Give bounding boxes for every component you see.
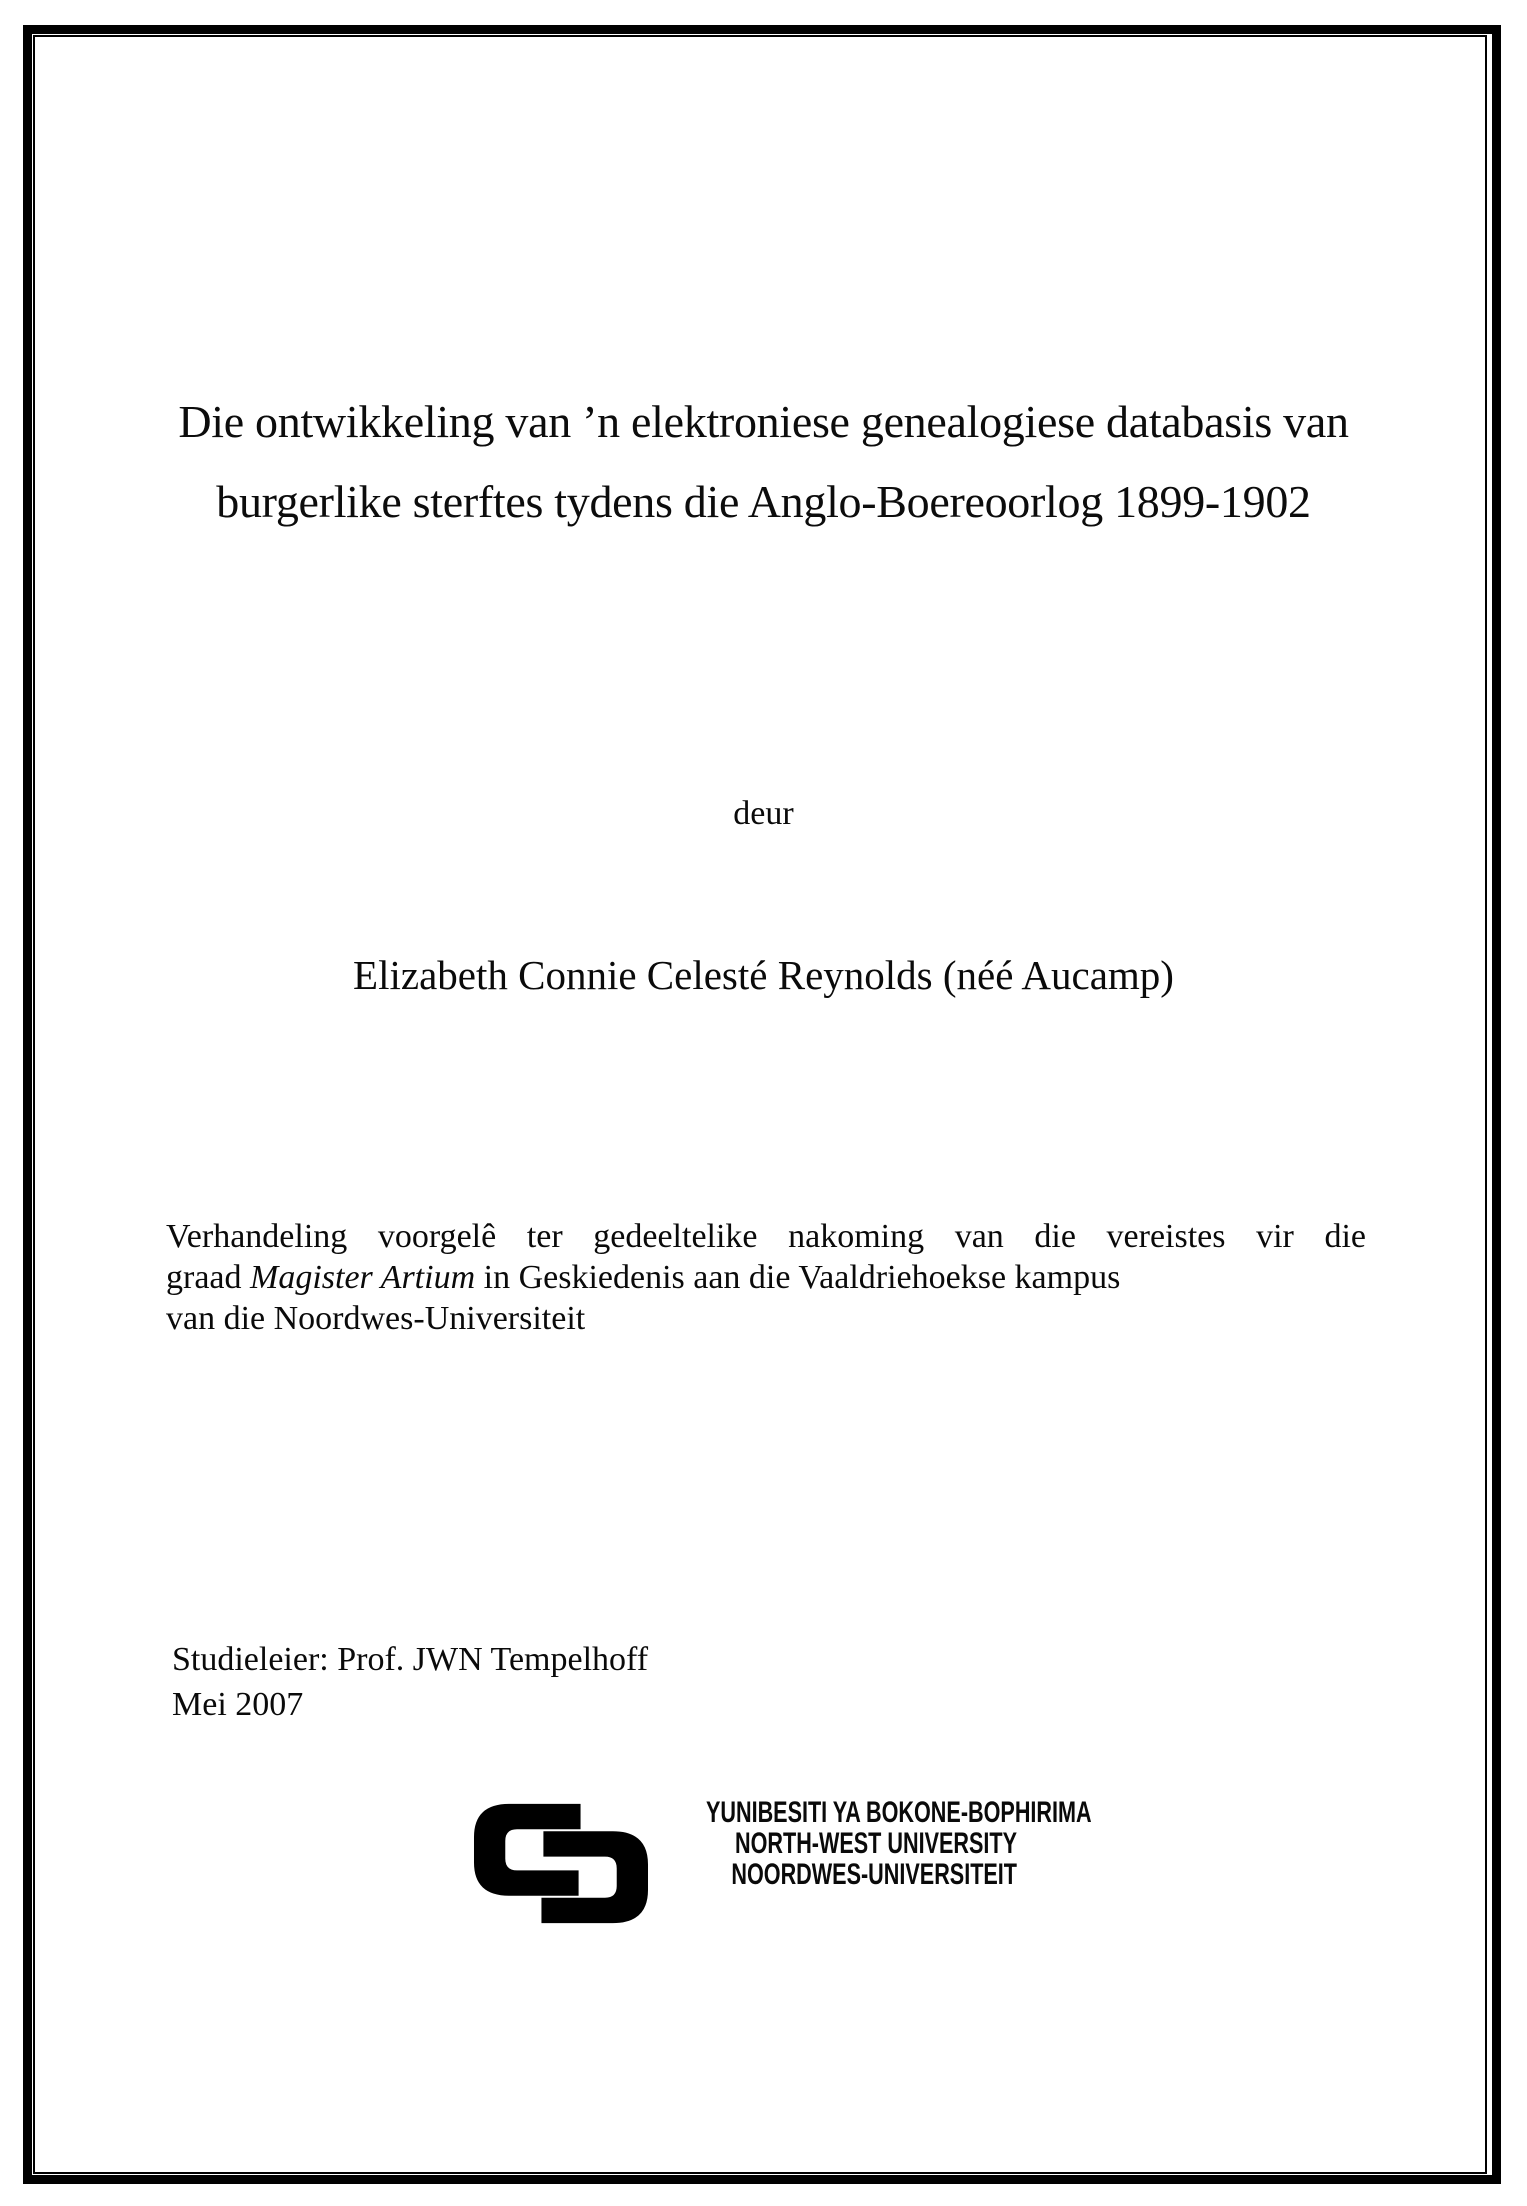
degree-statement-line2 — [166, 1257, 1366, 1298]
thesis-title — [60, 382, 1467, 542]
university-logo — [468, 1796, 1092, 1936]
supervisor-line: Studieleier: Prof. JWN Tempelhoff — [172, 1641, 649, 1678]
degree-statement — [166, 1216, 1366, 1339]
university-logo-wordmark — [585, 1796, 1092, 1891]
degree-statement-line1: Verhandeling voorgelê ter gedeeltelike nakoming van die vereistes vir die — [166, 1218, 1366, 1255]
date-line: Mei 2007 — [172, 1686, 304, 1723]
degree-statement-line2-tail: in Geskiedenis aan die Vaaldriehoekse kampus — [475, 1259, 1121, 1296]
degree-statement-line3: van die Noordwes-Universiteit — [166, 1300, 586, 1337]
thesis-title-line2: burgerlike sterftes tydens die Anglo-Boereoorlog 1899-1902 — [216, 476, 1311, 527]
supervisor-block — [172, 1637, 648, 1727]
logo-line-english: NORTH-WEST UNIVERSITY — [734, 1827, 1017, 1860]
degree-statement-line2-lead: graad — [166, 1259, 251, 1296]
logo-line-afrikaans: NOORDWES-UNIVERSITEIT — [731, 1858, 1017, 1891]
byline-label: deur — [733, 795, 794, 832]
logo-line-setswana: YUNIBESITI YA BOKONE-BOPHIRIMA — [705, 1796, 1092, 1829]
thesis-title-line1: Die ontwikkeling van ’n elektroniese genealogiese databasis van — [178, 396, 1349, 447]
author-name: Elizabeth Connie Celesté Reynolds (néé Aucamp) — [353, 952, 1174, 998]
degree-title-italic: Magister Artium — [250, 1259, 476, 1296]
